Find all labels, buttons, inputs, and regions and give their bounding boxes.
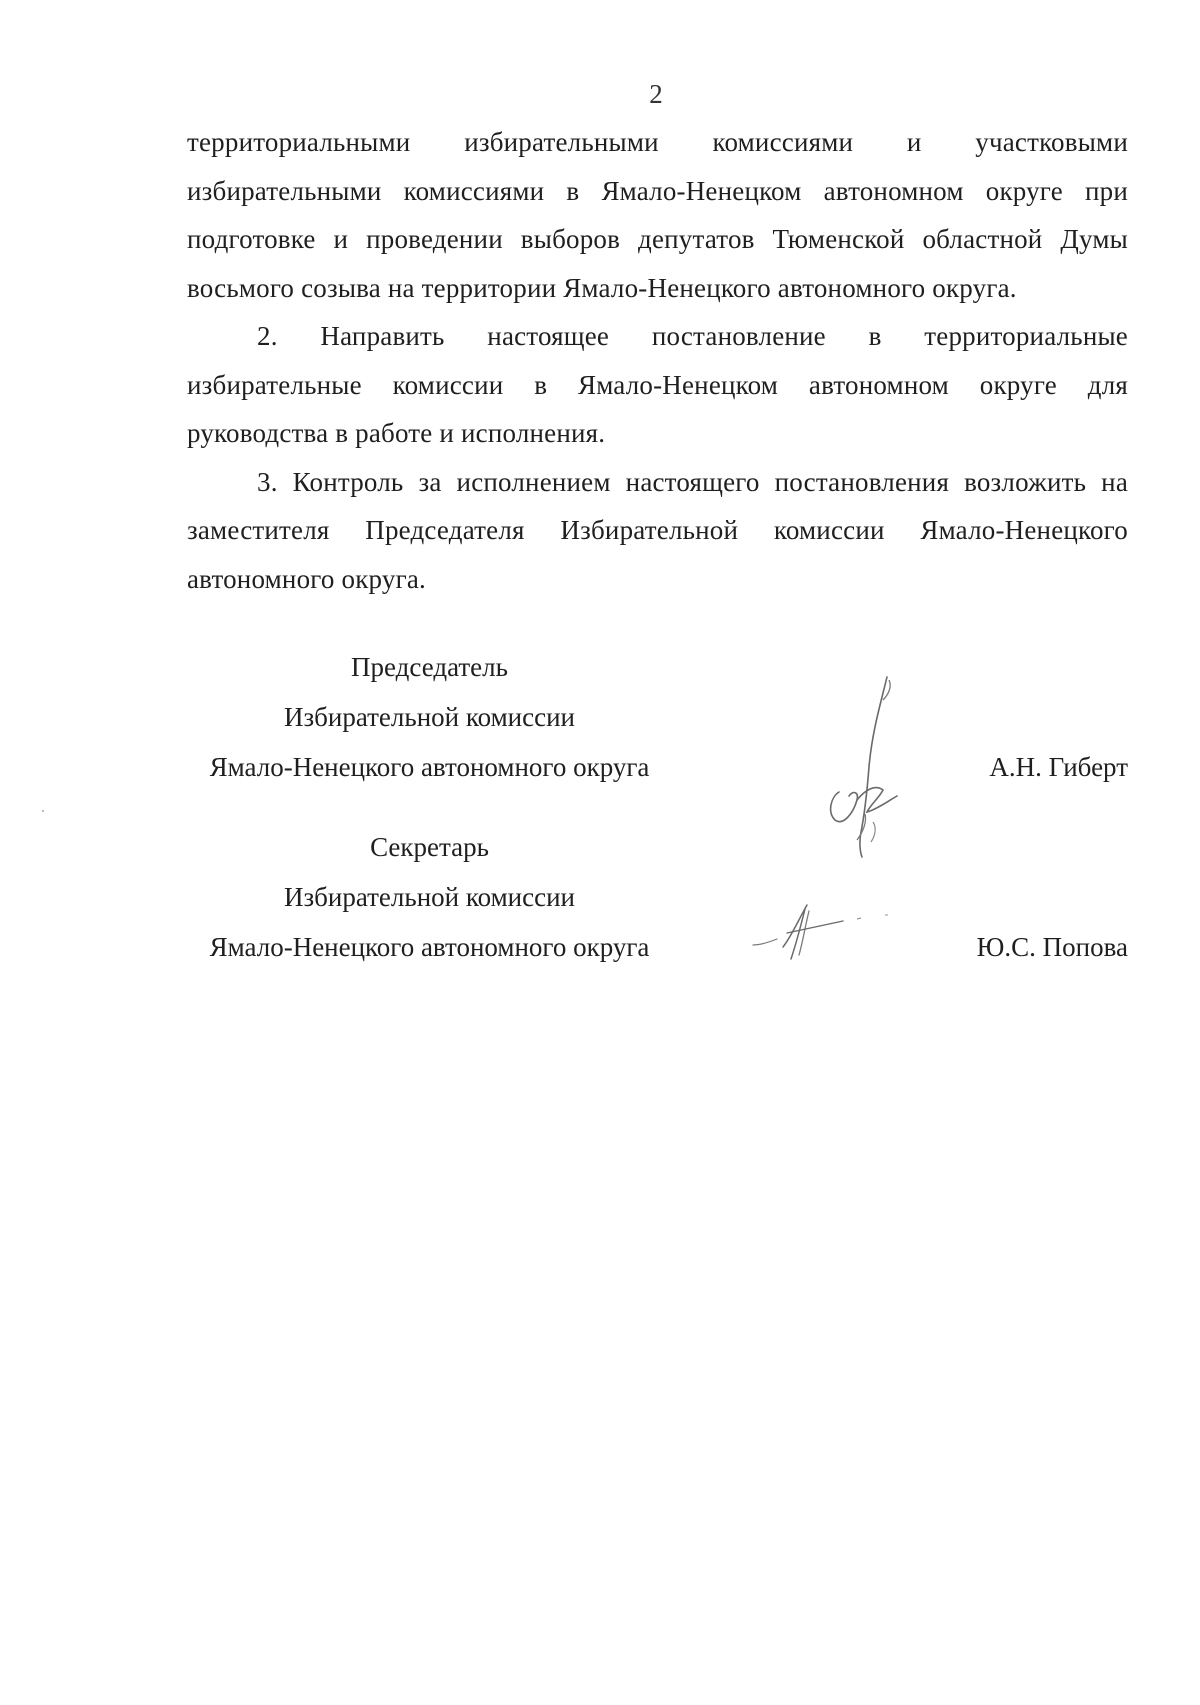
paragraph-continuation: территориальными избирательными комиссиями и участковыми избирательными комиссиями в Ямало-Ненецком автономном округе при подготовке и проведении выборов депутатов Тюменской областной Думы восьмого созыва на территории Ямало-Ненецкого автономного округа. (187, 127, 1128, 303)
chairman-signature-block (187, 642, 1128, 802)
chairman-title-line3: Ямало-Ненецкого автономного округа (209, 752, 650, 782)
secretary-name: Ю.С. Попова (976, 932, 1128, 962)
secretary-handwritten-signature (747, 897, 907, 977)
paragraph-2: 2. Направить настоящее постановление в территориальные избирательные комиссии в Ямало-Ненецком автономном округе для руководства в работе и исполнения. (187, 321, 1128, 448)
document-body (187, 118, 1128, 603)
chairman-title-line2: Избирательной комиссии (284, 702, 575, 732)
chairman-name: А.Н. Гиберт (989, 752, 1128, 782)
secretary-title-line1: Секретарь (370, 832, 489, 862)
scan-speck (42, 810, 44, 812)
secretary-title (187, 822, 672, 972)
secretary-title-line3: Ямало-Ненецкого автономного округа (209, 932, 650, 962)
paragraph-3: 3. Контроль за исполнением настоящего постановления возложить на заместителя Председателя Избирательной комиссии Ямало-Ненецкого автономного округа. (187, 466, 1128, 594)
page-number: 2 (649, 79, 663, 109)
secretary-signature-block (187, 822, 1128, 982)
chairman-title (187, 642, 672, 792)
secretary-title-line2: Избирательной комиссии (284, 882, 575, 912)
chairman-title-line1: Председатель (351, 652, 508, 682)
